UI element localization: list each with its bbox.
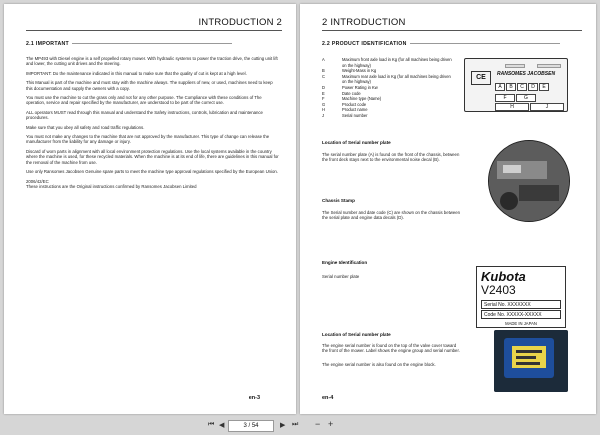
plate-cell: F <box>495 94 515 102</box>
legend-row: H Product name <box>322 107 368 113</box>
identification-legend <box>322 57 456 119</box>
page-left <box>4 4 296 414</box>
chassis-stamp-title: Chassis Stamp <box>322 198 355 203</box>
paragraph: You must use the machine to cut the grass only and not for any other purpose. The Compliance with these conditions of The operation, service and repair specified by the manufacturer, are understood to be part of the correct use. <box>26 95 262 106</box>
header-rule <box>26 30 282 31</box>
ce-mark: CE <box>471 71 491 85</box>
paragraph: Make sure that you obey all safety and road traffic regulations. <box>26 124 145 130</box>
engine-location-title: Location of Serial number plate <box>322 332 391 337</box>
engine-location-text: The engine serial number is found on the top of the valve cover toward the front of the mower. Label shows the engine group and serial number. <box>322 343 460 354</box>
paragraph: Use only Ransomes Jacobsen Genuine spare parts to meet the machine type approval regulations specified by the European Union. <box>26 169 278 175</box>
plate-row <box>495 103 564 111</box>
legend-row: E Date code <box>322 90 361 96</box>
serial-location-title: Location of Serial number plate <box>322 140 391 145</box>
plate-bar <box>505 64 525 68</box>
engine-label-photo <box>494 330 568 392</box>
plate-cell: B <box>506 83 516 91</box>
paragraph: IMPORTANT: Do the maintenance indicated in this manual to make sure that the quality of cut is kept at a high level. <box>26 70 247 76</box>
plate-cell: D <box>528 83 538 91</box>
section-title: 2.1 IMPORTANT <box>26 41 232 47</box>
page-number: en-3 <box>248 395 260 401</box>
chassis-photo <box>488 140 570 222</box>
zoom-in-icon[interactable]: + <box>328 419 334 429</box>
serial-row: Serial No. XXXXXXX <box>481 300 561 309</box>
header-rule <box>322 30 582 31</box>
section-rule <box>72 43 232 44</box>
first-page-icon[interactable]: ⏮ <box>208 421 215 428</box>
left-body-text <box>26 56 280 189</box>
code-row: Code No. XXXXX-XXXXX <box>481 310 561 319</box>
zoom-out-icon[interactable]: − <box>315 419 321 429</box>
legend-row: B Weight-Mass in Kg <box>322 68 377 74</box>
kubota-logo: Kubota <box>481 269 526 284</box>
legend-row: C Maximum rear axle load in Kg (for all machines being driven on the highway) <box>322 73 451 85</box>
legend-row: D Power Rating in Kw <box>322 84 378 90</box>
next-page-icon[interactable]: ▶ <box>280 422 286 429</box>
serial-plate-diagram <box>464 58 568 112</box>
paragraph: Discard of worn parts in alignment with all local environment protection regulations. Use the local systems available in the country where the machine is used, for these recycled materials. When the machine is at its end of life, there are guidelines in this manual for the removal of the machine from use. <box>26 148 279 165</box>
engine-block-text: The engine serial number is also found on the engine block. <box>322 362 436 367</box>
legend-row: A Maximum front axle load in Kg (for all machines being driven on the highway) <box>322 57 452 68</box>
directive-note: These instructions are the Original instructions confirmed by Ransomes Jacobsen Limited <box>26 183 197 189</box>
paragraph: You must not make any changes to the machine that are not approved by the manufacturer. This type of change can release the manufacturer from the liability for any damage or injury. <box>26 134 270 145</box>
section-title: 2.2 PRODUCT IDENTIFICATION <box>322 41 560 47</box>
legend-row: J Serial number <box>322 112 368 118</box>
navigation-toolbar <box>0 418 600 435</box>
paragraph: ALL operators MUST read through this manual and understand the Safety instructions, controls, lubrication and maintenance procedures. <box>26 109 263 121</box>
page-header: INTRODUCTION 2 <box>198 17 282 28</box>
plate-cell: E <box>539 83 549 91</box>
page-header: 2 INTRODUCTION <box>322 17 406 28</box>
page-indicator[interactable]: 3 / 54 <box>228 420 274 432</box>
engine-label-graphic <box>494 330 568 392</box>
plate-cell: A <box>495 83 505 91</box>
plate-cell: H <box>495 103 529 111</box>
made-in: MADE IN JAPAN <box>505 321 537 326</box>
engine-model: V2403 <box>481 283 516 297</box>
section-rule <box>410 43 560 44</box>
paragraph: This Manual is part of the machine and must stay with the machine always. The suppliers of new, or used, machines need to keep this documentation and supply the owners with a copy. <box>26 80 273 91</box>
previous-page-icon[interactable]: ◀ <box>219 422 225 429</box>
legend-row: G Product code <box>322 101 367 107</box>
page-right <box>300 4 596 414</box>
chassis-stamp-text: The Serial number and date code (C) are shown on the chassis between the serial plate and engine data decals (D). <box>322 210 461 221</box>
plate-row <box>495 83 549 91</box>
serial-location-text: The serial number plate (A) is found on the front of the chassis, between the front deck stays next to the environmental noise decal (B). <box>322 152 460 163</box>
plate-cell: G <box>516 94 536 102</box>
plate-bar <box>537 64 561 68</box>
chassis-photo-graphic <box>489 141 570 222</box>
paragraph: The MP493 with Diesel engine is a self propelled rotary mower. With hydraulic systems to power the traction drive, the cutting unit lift and lower, the cutting unit drives and the steering. <box>26 56 278 67</box>
plate-cell: J <box>530 103 564 111</box>
page-number: en-4 <box>322 395 334 401</box>
plate-row <box>495 94 536 102</box>
legend-row: F Machine type (Name) <box>322 96 382 102</box>
last-page-icon[interactable]: ⏭ <box>292 421 299 428</box>
engine-identification-title: Engine Identification <box>322 260 368 265</box>
engine-identification-text: Serial number plate <box>322 274 360 279</box>
kubota-engine-plate <box>476 266 566 328</box>
directive: 2006/42/EC <box>26 178 49 184</box>
plate-brand: RANSOMES JACOBSEN <box>497 71 556 77</box>
plate-cell: C <box>517 83 527 91</box>
